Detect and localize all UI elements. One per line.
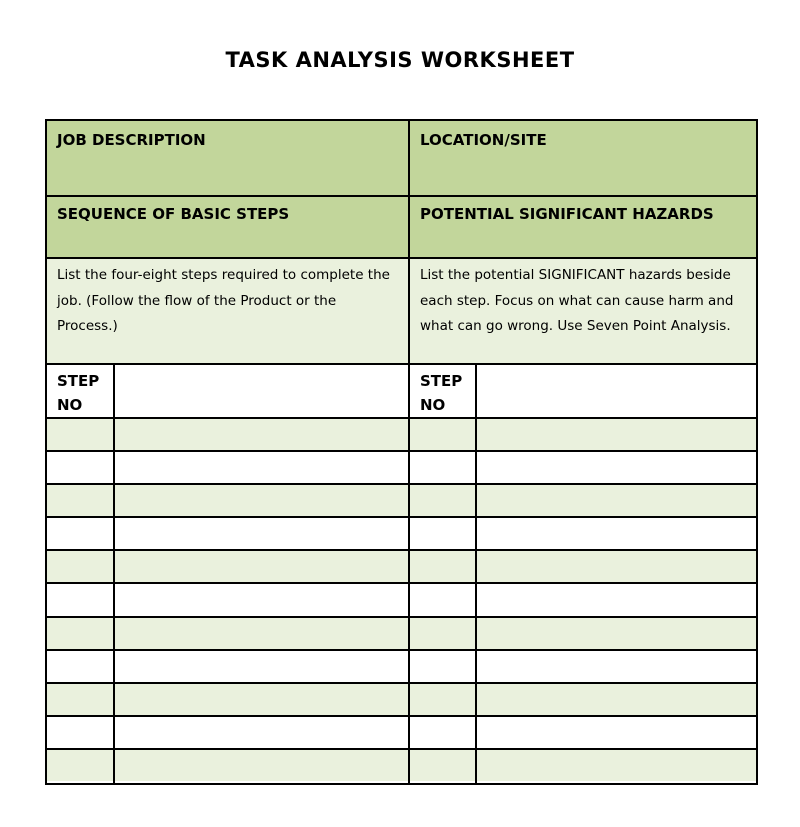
step-no-label-left: STEP NO <box>57 372 100 414</box>
step-cell[interactable] <box>115 518 408 549</box>
page-title: TASK ANALYSIS WORKSHEET <box>225 48 575 72</box>
step-no-cell-right[interactable] <box>410 485 475 516</box>
step-cell[interactable] <box>115 452 408 483</box>
step-cell[interactable] <box>115 684 408 715</box>
step-cell[interactable] <box>115 717 408 748</box>
step-no-header-left <box>47 365 113 417</box>
hazard-cell[interactable] <box>477 750 756 781</box>
divider <box>47 257 756 259</box>
hazard-cell[interactable] <box>477 651 756 682</box>
job-description-label: JOB DESCRIPTION <box>57 131 206 149</box>
hazards-column-header-blank[interactable] <box>477 365 756 417</box>
hazard-cell[interactable] <box>477 485 756 516</box>
step-cell[interactable] <box>115 651 408 682</box>
step-no-cell-right[interactable] <box>410 419 475 450</box>
potential-hazards-label: POTENTIAL SIGNIFICANT HAZARDS <box>420 205 714 223</box>
step-no-cell-right[interactable] <box>410 584 475 615</box>
hazard-cell[interactable] <box>477 518 756 549</box>
step-cell[interactable] <box>115 618 408 649</box>
step-no-cell-left[interactable] <box>47 452 113 483</box>
hazard-cell[interactable] <box>477 717 756 748</box>
sequence-of-steps-cell <box>47 197 408 257</box>
steps-instructions-text: List the four-eight steps required to complete the job. (Follow the flow of the Product or the Process.) <box>57 267 390 334</box>
step-no-cell-right[interactable] <box>410 551 475 582</box>
step-no-cell-right[interactable] <box>410 518 475 549</box>
step-no-cell-left[interactable] <box>47 717 113 748</box>
hazard-cell[interactable] <box>477 584 756 615</box>
steps-column-header-blank[interactable] <box>115 365 408 417</box>
location-site-label: LOCATION/SITE <box>420 131 547 149</box>
divider <box>47 417 756 419</box>
hazards-instructions-cell <box>410 259 756 363</box>
step-cell[interactable] <box>115 419 408 450</box>
divider <box>47 363 756 365</box>
step-no-cell-left[interactable] <box>47 551 113 582</box>
job-description-cell[interactable] <box>47 121 408 195</box>
step-no-cell-right[interactable] <box>410 452 475 483</box>
right-step-column-divider <box>475 363 477 783</box>
sequence-of-steps-label: SEQUENCE OF BASIC STEPS <box>57 205 290 223</box>
step-no-cell-right[interactable] <box>410 651 475 682</box>
hazards-instructions-text: List the potential SIGNIFICANT hazards beside each step. Focus on what can cause harm and what can go wrong. Use Seven Point Analysis. <box>420 267 734 334</box>
hazard-cell[interactable] <box>477 452 756 483</box>
worksheet-table <box>45 119 758 785</box>
step-no-cell-left[interactable] <box>47 651 113 682</box>
hazard-cell[interactable] <box>477 684 756 715</box>
step-no-cell-left[interactable] <box>47 684 113 715</box>
step-cell[interactable] <box>115 750 408 781</box>
step-no-label-right: STEP NO <box>420 372 463 414</box>
left-step-column-divider <box>113 363 115 783</box>
step-no-cell-left[interactable] <box>47 618 113 649</box>
step-no-cell-right[interactable] <box>410 618 475 649</box>
steps-instructions-cell <box>47 259 408 363</box>
potential-hazards-cell <box>410 197 756 257</box>
step-no-cell-left[interactable] <box>47 750 113 781</box>
hazard-cell[interactable] <box>477 419 756 450</box>
divider <box>47 195 756 197</box>
step-no-cell-right[interactable] <box>410 750 475 781</box>
center-divider <box>408 121 410 783</box>
step-no-cell-right[interactable] <box>410 717 475 748</box>
step-no-cell-right[interactable] <box>410 684 475 715</box>
step-no-cell-left[interactable] <box>47 584 113 615</box>
hazard-cell[interactable] <box>477 618 756 649</box>
location-site-cell[interactable] <box>410 121 756 195</box>
step-no-cell-left[interactable] <box>47 419 113 450</box>
step-no-header-right <box>410 365 475 417</box>
step-no-cell-left[interactable] <box>47 518 113 549</box>
hazard-cell[interactable] <box>477 551 756 582</box>
step-no-cell-left[interactable] <box>47 485 113 516</box>
step-cell[interactable] <box>115 485 408 516</box>
step-cell[interactable] <box>115 551 408 582</box>
step-cell[interactable] <box>115 584 408 615</box>
